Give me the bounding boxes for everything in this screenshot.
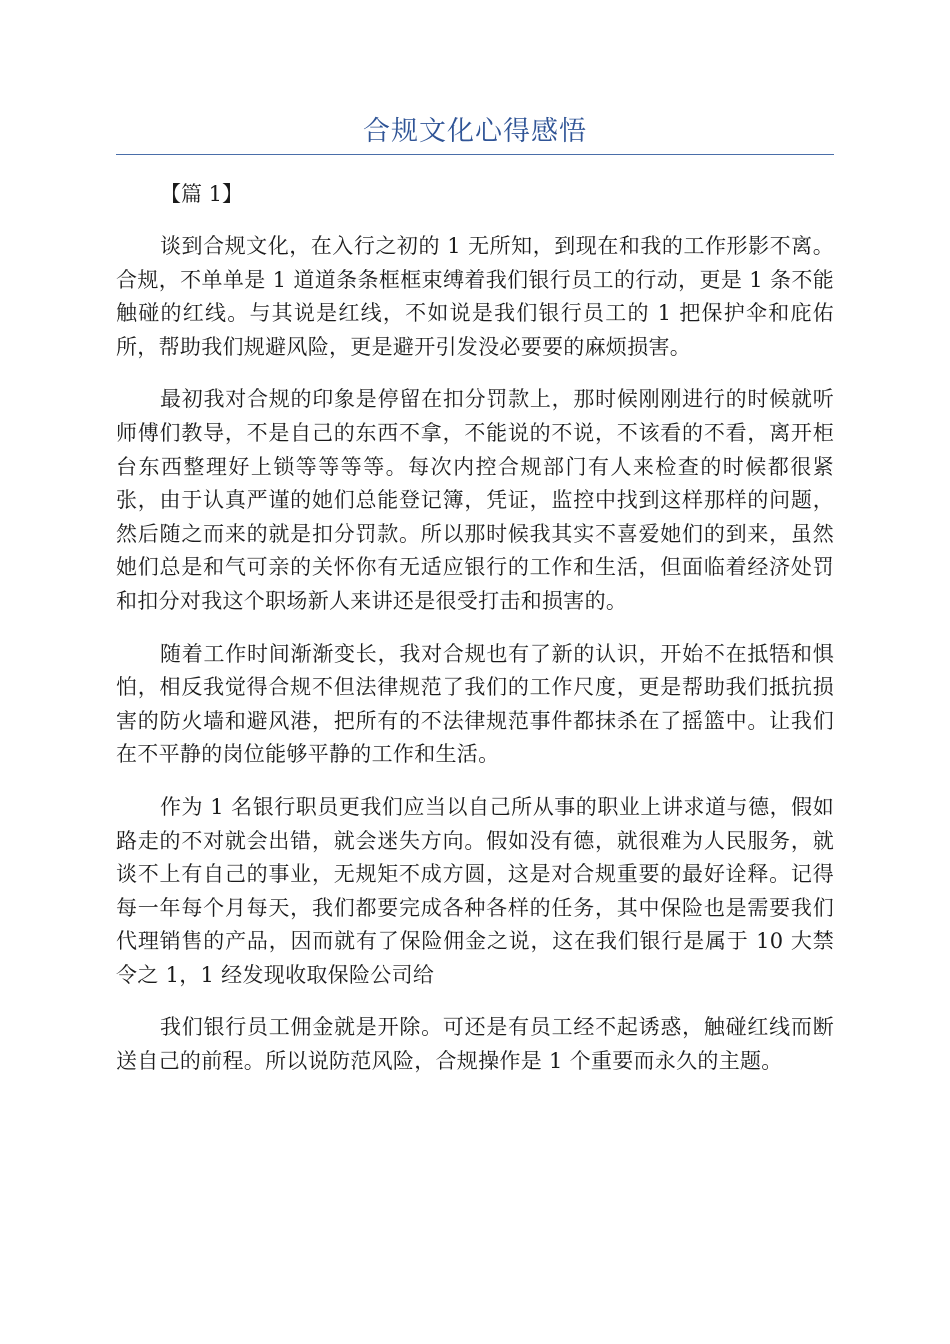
document-body — [116, 178, 834, 1098]
title-underline — [116, 154, 834, 155]
paragraph-5: 我们银行员工佣金就是开除。可还是有员工经不起诱惑，触碰红线而断送自己的前程。所以说防范风险，合规操作是 1 个重要而永久的主题。 — [116, 1015, 834, 1074]
paragraph-2: 最初我对合规的印象是停留在扣分罚款上，那时候刚刚进行的时候就听师傅们教导，不是自己的东西不拿，不能说的不说，不该看的不看，离开柜台东西整理好上锁等等等等。每次内控合规部门有人来检查的时候都很紧张，由于认真严谨的她们总能登记簿，凭证，监控中找到这样那样的问题，然后随之而来的就是扣分罚款。所以那时候我其实不喜爱她们的到来，虽然她们总是和气可亲的关怀你有无适应银行的工作和生活，但面临着经济处罚和扣分对我这个职场新人来讲还是很受打击和损害的。 — [116, 387, 834, 613]
paragraph-3: 随着工作时间渐渐变长，我对合规也有了新的认识，开始不在抵牾和惧怕，相反我觉得合规不但法律规范了我们的工作尺度，更是帮助我们抵抗损害的防火墙和避风港，把所有的不法律规范事件都抹杀在了摇篮中。让我们在不平静的岗位能够平静的工作和生活。 — [116, 641, 834, 767]
section-label: 【篇 1】 — [160, 182, 244, 206]
paragraph-1: 谈到合规文化，在入行之初的 1 无所知，到现在和我的工作形影不离。合规，不单单是 1 道道条条框框束缚着我们银行员工的行动，更是 1 条不能触碰的红线。与其说是红线，不如说是我们银行员工的 1 把保护伞和庇佑所，帮助我们规避风险，更是避开引发没必要要的麻烦损害。 — [116, 234, 834, 359]
document-title: 合规文化心得感悟 — [363, 116, 587, 147]
paragraph-4: 作为 1 名银行职员更我们应当以自己所从事的职业上讲求道与德，假如路走的不对就会出错，就会迷失方向。假如没有德，就很难为人民服务，就谈不上有自己的事业，无规矩不成方圆，这是对合规重要的最好诠释。记得每一年每个月每天，我们都要完成各种各样的任务，其中保险也是需要我们代理销售的产品，因而就有了保险佣金之说，这在我们银行是属于 10 大禁令之 1，1 经发现收取保险公司给 — [116, 794, 834, 987]
